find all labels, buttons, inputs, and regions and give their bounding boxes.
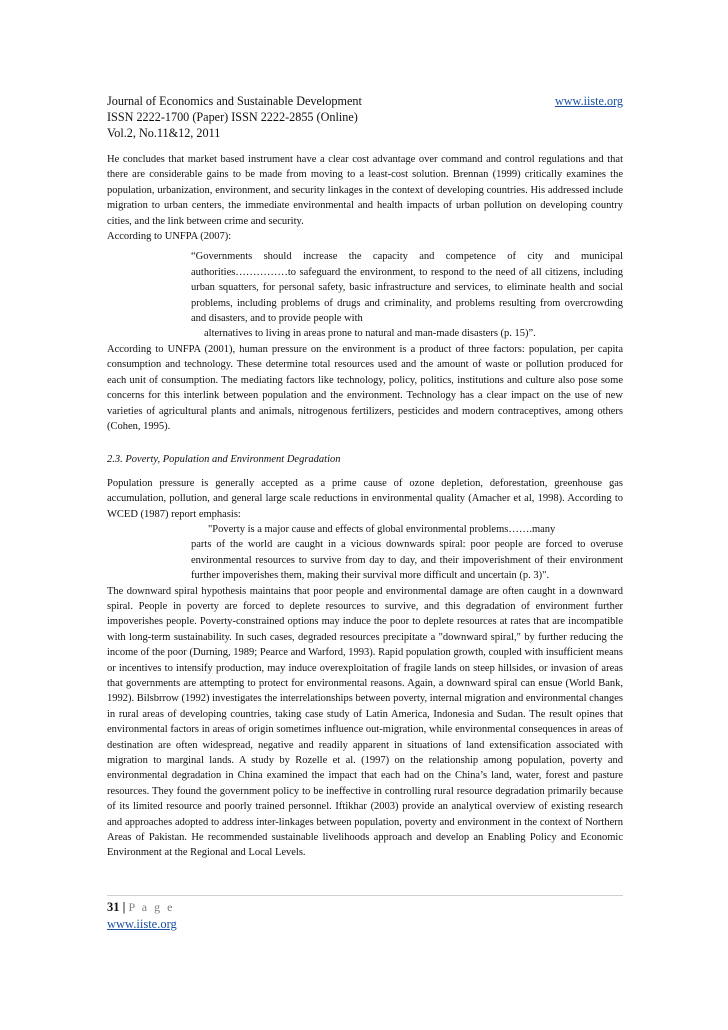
page-header (107, 93, 623, 141)
quote-2-rest: parts of the world are caught in a vicious downwards spiral: poor people are forced to overuse environmental resources to survive from day to day, and their impoverishment of their environment further impoverishes them, making their survival more difficult and uncertain (p. 3)". (191, 539, 623, 582)
paragraph-1: He concludes that market based instrument have a clear cost advantage over command and control regulations and that there are considerable gains to be made from moving to a least-cost solution. Brennan (1999) critically examines the population, urbanization, environment, and security linkages in the context of developing countries. His addressed include migration to urban centers, the immediate environmental and health impacts of urban pollution on developing country cities, and the link between crime and security. (107, 154, 623, 227)
paragraph-5: The downward spiral hypothesis maintains that poor people and environmental damage are often caught in a downward spiral. People in poverty are forced to deplete resources to survive, and this degradation of environment further impoverishes people. Poverty-constrained options may induce the poor to deplete resources at rates that are incompatible with long-term sustainability. In such cases, degraded resources precipitate a "downward spiral," by further reducing the income of the poor (Durning, 1989; Pearce and Warford, 1993). Rapid population growth, coupled with insufficient means or incentives to intensify production, may induce overexploitation of fragile lands on steep hillsides, or invasion of areas that governments are attempting to protect for environmental reasons. Again, a downward spiral can ensue (World Bank, 1992). Bilsbrrow (1992) investigates the interrelationships between poverty, internal migration and environmental changes in rural areas of developing countries, taking case study of Latin America, Indonesia and Sudan. The result opines that environmental factors in areas of origin sometimes influence out-migration, while environmental consequences in areas of destination are often widespread, negative and readily apparent in situations of land extensification associated with migration to marginal lands. A study by Rozelle et al. (1997) on the relationship among population, poverty and environmental degradation in China examined the impact that each had on the China’s land, water, forest and pasture resources. They found the government policy to be ineffective in controlling rural resource degradation primarily because of its limited resource and poorly trained personnel. Iftikhar (2003) provide an analytical overview of existing research and approaches adopted to address inter-linkages between population, poverty and environment in the context of Northern Areas of Pakistan. He recommended sustainable livelihoods approach and develop an Enabling Policy and Economic Environment at the Regional and Local Levels. (107, 585, 623, 859)
paragraph-3: According to UNFPA (2001), human pressure on the environment is a product of three factors: population, per capita consumption and technology. These determine total resources used and the amount of waste or pollution produced for each unit of consumption. The mediating factors like technology, policy, politics, institutions and culture also pose some concerns for this interlink between population and the environment. Technology has a clear impact on the use of new varieties of agricultural plants and animals, nitrogenous fertilizers, pesticides and modern contraceptives, among others (Cohen, 1995). (107, 343, 623, 432)
section-heading: 2.3. Poverty, Population and Environment Degradation (107, 454, 341, 466)
quote-1-main: “Governments should increase the capacity and competence of city and municipal authorities……………to safeguard the environment, to respond to the need of all citizens, including urban squatters, for personal safety, basic infrastructure and services, to eliminate health and social problems, including problems of drugs and criminality, and problems resulting from overcrowding and disasters, and to provide people with (191, 251, 623, 325)
issn-line: ISSN 2222-1700 (Paper) ISSN 2222-2855 (Online) (107, 110, 358, 124)
page-separator: | (122, 900, 126, 914)
header-url-link[interactable]: www.iiste.org (554, 94, 623, 108)
paragraph-4: Population pressure is generally accepted as a prime cause of ozone depletion, deforestation, greenhouse gas accumulation, pollution, and general large scale reductions in environmental quality (Amacher et al, 1998). According to WCED (1987) report emphasis: (107, 477, 623, 520)
quote-1-last-line: alternatives to living in areas prone to natural and man-made disasters (p. 15)”. (204, 328, 536, 340)
page-number: 31 (107, 900, 120, 914)
page-footer (107, 895, 623, 933)
journal-title: Journal of Economics and Sustainable Development (107, 94, 362, 108)
paragraph-2: According to UNFPA (2007): (107, 231, 232, 243)
volume-line: Vol.2, No.11&12, 2011 (107, 126, 221, 140)
body-text (107, 152, 623, 861)
block-quote-unfpa (107, 249, 623, 341)
block-quote-wced (107, 522, 623, 584)
quote-2-first-line: "Poverty is a major cause and effects of global environmental problems…….many (208, 523, 556, 535)
page-label: P a g e (128, 900, 175, 914)
footer-url-link[interactable]: www.iiste.org (107, 917, 177, 931)
